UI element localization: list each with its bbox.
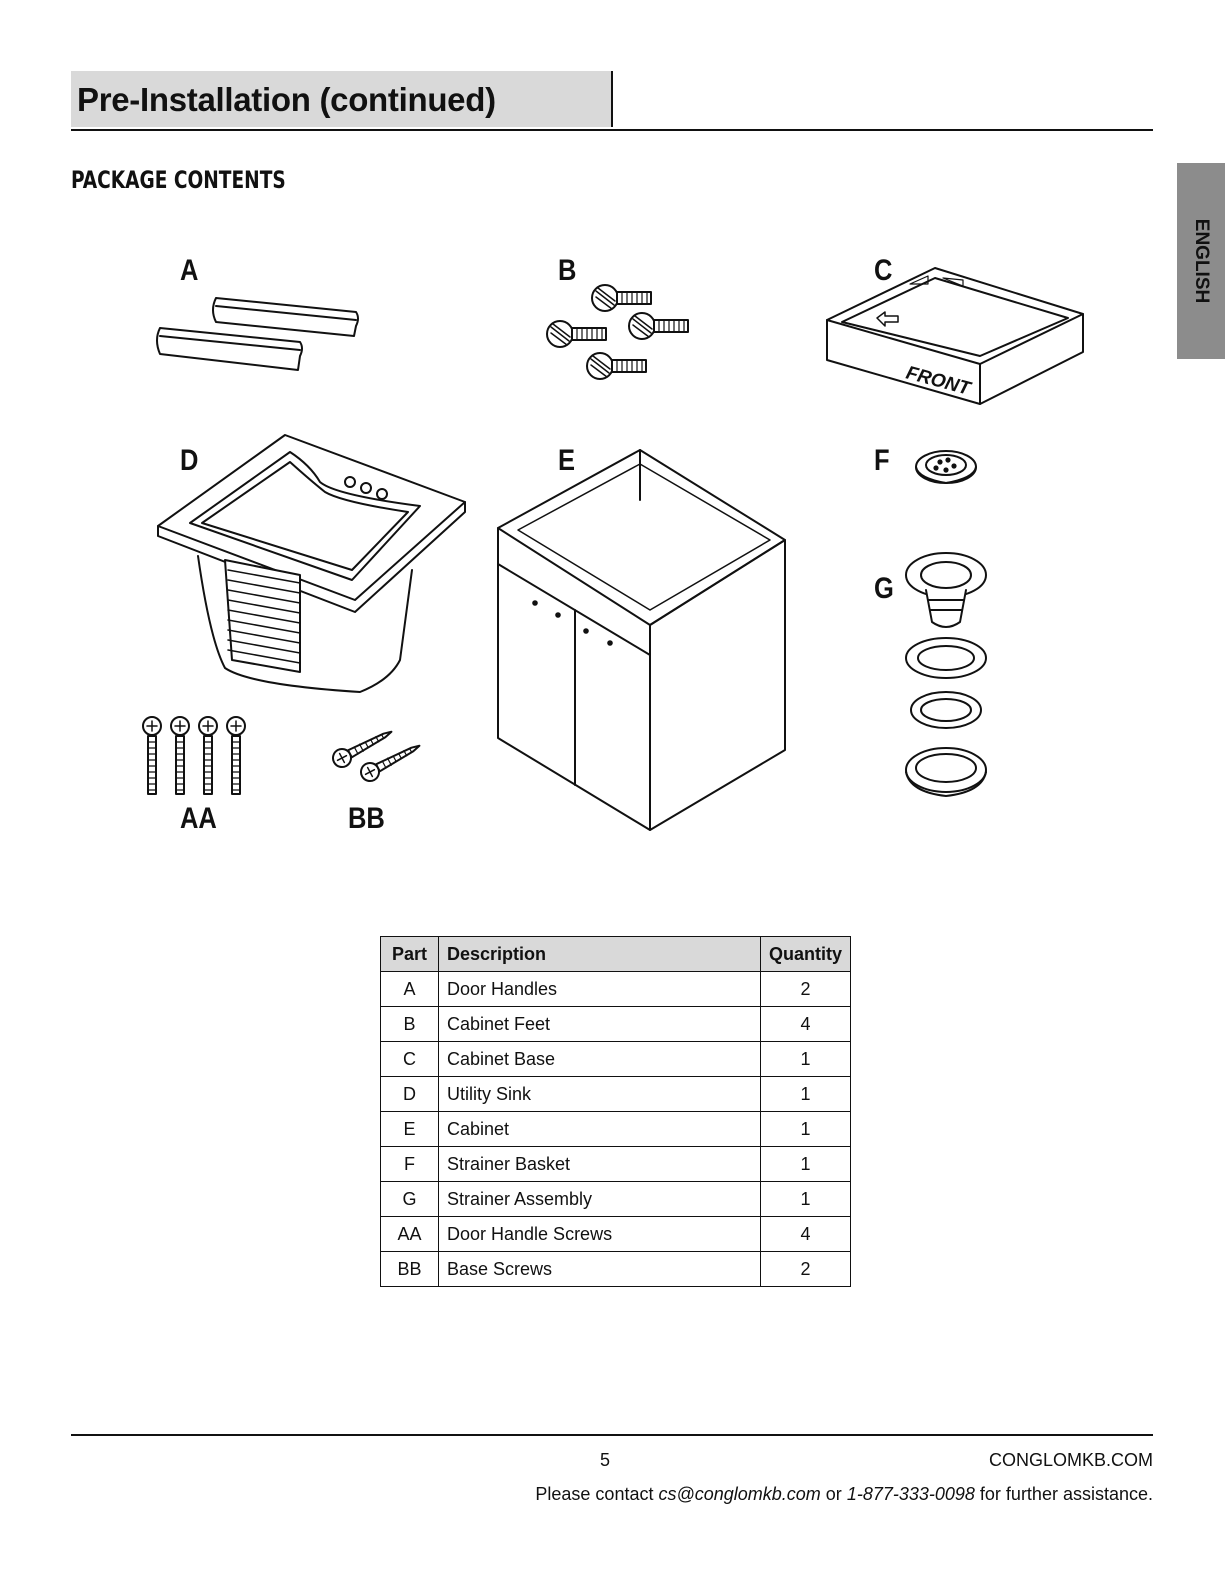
door-handle-screws-drawing — [143, 717, 245, 794]
label-g: G — [874, 572, 894, 605]
cell-part: F — [381, 1147, 439, 1182]
cell-description: Strainer Basket — [439, 1147, 761, 1182]
cabinet-drawing — [498, 450, 785, 830]
table-header-row — [381, 937, 851, 972]
label-d: D — [180, 444, 199, 477]
header-title-box — [71, 71, 613, 127]
table-row — [381, 972, 851, 1007]
label-f: F — [874, 444, 890, 477]
language-tab — [1177, 163, 1225, 359]
cell-quantity: 1 — [760, 1042, 850, 1077]
label-bb: BB — [348, 802, 385, 835]
cell-part: C — [381, 1042, 439, 1077]
contact-line — [535, 1484, 1153, 1505]
label-b: B — [558, 254, 577, 287]
website-link[interactable]: CONGLOMKB.COM — [988, 1450, 1153, 1470]
table-row — [381, 1077, 851, 1112]
parts-table — [380, 936, 851, 1287]
cell-quantity: 4 — [760, 1007, 850, 1042]
cell-part: B — [381, 1007, 439, 1042]
cell-description: Cabinet — [439, 1112, 761, 1147]
contact-email-link[interactable]: cs@conglomkb.com — [658, 1484, 821, 1504]
cell-description: Base Screws — [439, 1252, 761, 1287]
door-handles-drawing — [157, 298, 358, 370]
contact-phone-link[interactable]: 1-877-333-0098 — [846, 1484, 975, 1504]
label-c: C — [874, 254, 893, 287]
cell-part: AA — [381, 1217, 439, 1252]
cell-part: G — [381, 1182, 439, 1217]
cell-quantity: 4 — [760, 1217, 850, 1252]
strainer-assembly-drawing — [906, 553, 986, 796]
page-number: 5 — [600, 1450, 611, 1470]
page-title: Pre-Installation (continued) — [77, 81, 496, 118]
utility-sink-drawing — [158, 435, 465, 692]
cell-quantity: 1 — [760, 1182, 850, 1217]
parts-illustration — [120, 240, 1060, 850]
header-bar — [71, 71, 1153, 131]
cell-description: Door Handle Screws — [439, 1217, 761, 1252]
table-row — [381, 1182, 851, 1217]
header-part: Part — [381, 937, 439, 972]
table-row — [381, 1112, 851, 1147]
table-row — [381, 1252, 851, 1287]
footer-divider — [71, 1434, 1153, 1436]
table-row — [381, 1217, 851, 1252]
section-heading: PACKAGE CONTENTS — [71, 166, 286, 194]
cell-part: D — [381, 1077, 439, 1112]
cell-description: Strainer Assembly — [439, 1182, 761, 1217]
cell-description: Cabinet Base — [439, 1042, 761, 1077]
cell-description: Door Handles — [439, 972, 761, 1007]
cell-quantity: 1 — [760, 1077, 850, 1112]
cabinet-feet-drawing — [547, 285, 688, 379]
language-tab-label: ENGLISH — [1191, 218, 1212, 304]
contact-prefix: Please contact — [535, 1484, 659, 1504]
cell-part: E — [381, 1112, 439, 1147]
contact-suffix: for further assistance. — [974, 1484, 1153, 1504]
cell-quantity: 1 — [760, 1147, 850, 1182]
cell-part: BB — [381, 1252, 439, 1287]
table-row — [381, 1147, 851, 1182]
label-aa: AA — [180, 802, 217, 835]
box-front-text: FRONT — [903, 362, 973, 400]
base-screws-drawing — [330, 724, 424, 784]
label-a: A — [180, 254, 199, 287]
header-description: Description — [439, 937, 761, 972]
cell-quantity: 2 — [760, 1252, 850, 1287]
cell-description: Utility Sink — [439, 1077, 761, 1112]
package-contents-figure — [120, 240, 1060, 850]
contact-mid: or — [820, 1484, 847, 1504]
header-quantity: Quantity — [760, 937, 850, 972]
cabinet-base-drawing — [827, 268, 1083, 404]
cell-quantity: 2 — [760, 972, 850, 1007]
cell-part: A — [381, 972, 439, 1007]
cell-description: Cabinet Feet — [439, 1007, 761, 1042]
label-e: E — [558, 444, 576, 477]
table-row — [381, 1042, 851, 1077]
table-row — [381, 1007, 851, 1042]
cell-quantity: 1 — [760, 1112, 850, 1147]
strainer-basket-drawing — [916, 451, 976, 483]
